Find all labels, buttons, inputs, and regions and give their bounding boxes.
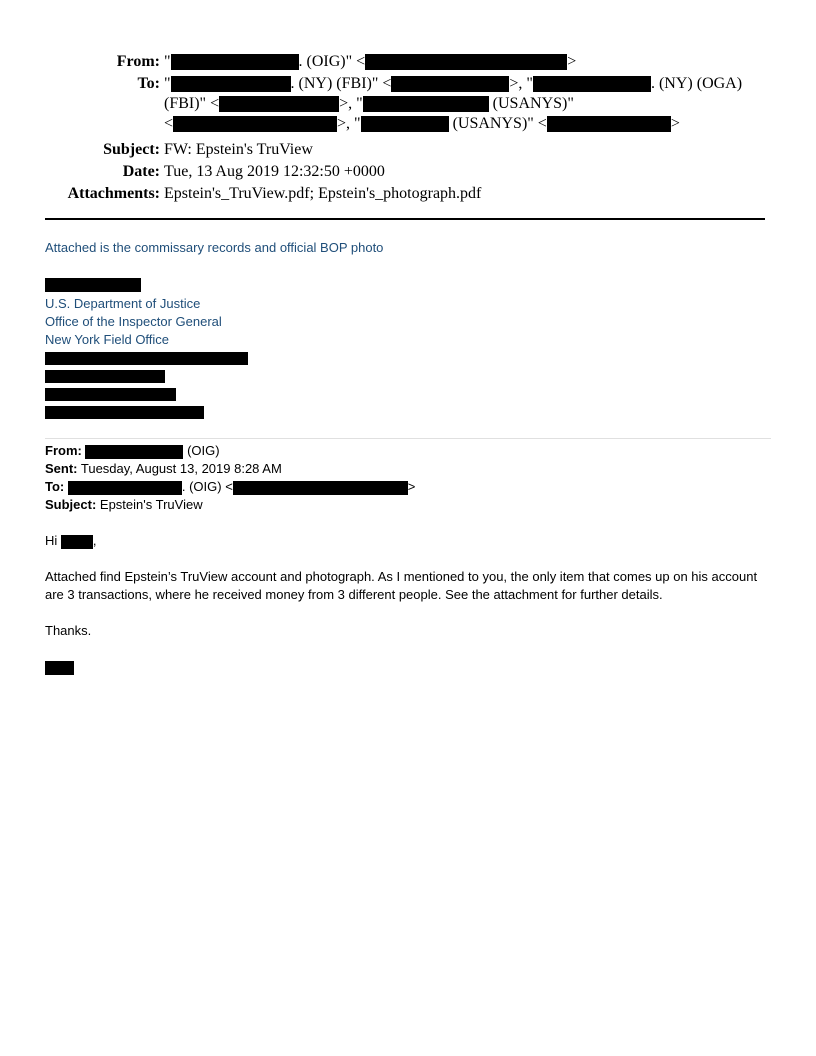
redaction-box [171,54,299,70]
redaction-box [365,54,567,70]
from-label: From: [116,53,160,70]
redaction-box [85,445,183,459]
subject-label: Subject: [103,141,160,158]
fwd-sent-value: Tuesday, August 13, 2019 8:28 AM [77,461,282,476]
redaction-box [68,481,182,495]
attachments-value: Epstein's_TruView.pdf; Epstein's_photograph.pdf [164,185,482,202]
to-label: To: [137,75,160,92]
redaction-box [547,116,671,132]
fwd-from-suffix: (OIG) [183,443,220,458]
fwd-sent-row [45,460,415,478]
redaction-box [533,76,651,92]
email-header [0,52,816,206]
attachments-label: Attachments: [67,185,160,202]
redaction-box [391,76,509,92]
to-line-2: (FBI)" < >, " (USANYS)" [164,95,574,112]
forwarded-paragraph: Attached find Epstein’s TruView account and photograph. As I mentioned to you, the only item that comes up on his account are 3 transactions, where he received money from 3 different people. See the attachment for further details. [45,569,758,602]
signature-field-office: New York Field Office [45,332,170,347]
fwd-from-label: From: [45,443,82,458]
signature-office: Office of the Inspector General [45,314,222,329]
to-line-1: " . (NY) (FBI)" < >, " . (NY) (OGA) [164,75,743,92]
redaction-box [45,370,165,383]
forward-divider [45,438,771,439]
subject-value: FW: Epstein's TruView [164,141,313,158]
fwd-to-mid: . (OIG) < [181,479,233,494]
header-subject-row [0,140,816,160]
fwd-to-label: To: [45,479,65,494]
fwd-to-end: > [407,479,416,494]
signature-org: U.S. Department of Justice [45,296,201,311]
intro-text: Attached is the commissary records and official BOP photo [45,240,384,255]
redaction-box [233,481,408,495]
redaction-box [171,76,291,92]
redaction-box [361,116,449,132]
redaction-box [45,406,204,419]
from-value: " . (OIG)" < > [164,53,577,70]
fwd-to-row [45,478,415,496]
redaction-box [61,535,93,549]
header-from-row [0,52,816,72]
fwd-sent-label: Sent: [45,461,78,476]
redaction-box [45,388,176,401]
redaction-box [173,116,337,132]
redaction-box [363,96,489,112]
to-line-3: < >, " (USANYS)" < > [164,115,680,132]
forwarded-header [45,442,415,514]
header-date-row [0,162,816,182]
fwd-from-row [45,442,415,460]
redaction-box [219,96,339,112]
date-value: Tue, 13 Aug 2019 12:32:50 +0000 [164,163,385,180]
redaction-box [45,278,141,292]
signature-block [45,278,248,419]
greeting: Hi , [45,533,97,548]
fwd-subject-value: Epstein's TruView [96,497,203,512]
thanks-text: Thanks. [45,623,92,638]
header-to-row [0,74,816,138]
redaction-box [45,661,74,675]
header-divider [45,218,765,220]
redaction-box [45,352,248,365]
fwd-subject-label: Subject: [45,497,97,512]
fwd-subject-row [45,496,415,514]
header-attachments-row [0,184,816,204]
date-label: Date: [122,163,160,180]
